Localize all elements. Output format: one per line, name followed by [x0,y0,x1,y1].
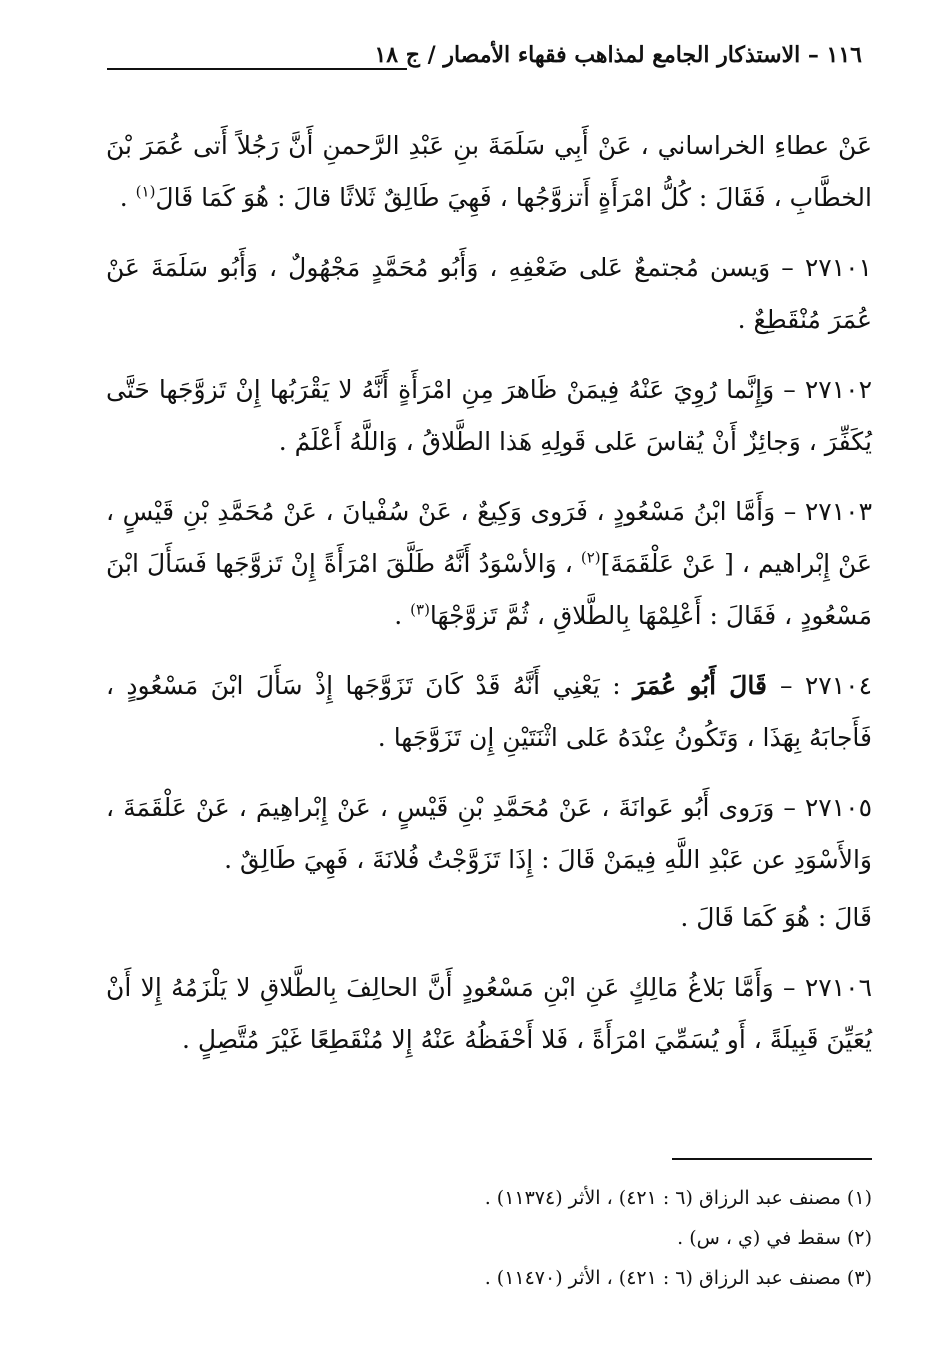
paragraph-text: قَالَ : هُوَ كَمَا قَالَ . [680,903,872,932]
paragraph-text: وَإِنَّما رُوِيَ عَنْهُ فِيمَنْ ظَاهرَ مِنِ امْرَأَةٍ أَنَّهُ لا يَقْرَبُها إِنْ تَزوَّجَها حَتَّى يُكَفِّرَ ، وَجائِزٌ أَنْ يُقاسَ عَلى قَولِهِ هَذا الطَّلاقُ ، وَاللَّهُ أَعْلَمُ . [106,375,872,456]
paragraph-text-cont: ، وَالأسْوَدُ أَنَّهُ طَلَّقَ امْرَأَةً إِنْ تَزوَّجَها فَسَأَلَ ابْنَ مَسْعُودٍ ، فَقَالَ : أَعْلِمْهَا بِالطَّلاقِ ، ثُمَّ تَزوَّجْهَا [106,549,872,630]
paragraph-number: ٢٧١٠١ – [781,253,872,282]
footnote-3: (٣) مصنف عبد الرزاق (٦ : ٤٢١) ، الأثر (١١٤٧٠) . [484,1267,872,1289]
paragraph-27106 [106,962,872,1066]
paragraph-27104 [106,660,872,764]
footnote-ref-1[interactable]: (١) [135,182,156,201]
main-text [106,120,872,1084]
paragraph-text: وَأَمَّا بَلاغُ مَالِكٍ عَنِ ابْنِ مَسْعُودٍ أَنَّ الحالِفَ بِالطَّلاقِ لا يَلْزَمُهُ إِلا أَنْ يُعَيِّنَ قَبِيلَةً ، أَو يُسَمِّيَ امْرَأَةً ، فَلا أَحْفَظُهُ عَنْهُ إِلا مُنْقَطِعًا غَيْرَ مُتَّصِلٍ . [106,973,872,1054]
footnote-2: (٢) سقط في (ي ، س) . [677,1227,872,1249]
footnote-ref-2[interactable]: (٢) [580,548,601,567]
speaker-phrase: قَالَ أَبُو عُمَرَ [632,671,781,700]
paragraph-27101 [106,242,872,346]
paragraph-end: . [394,601,411,630]
paragraph-text: وَرَوى أَبُو عَوانَةَ ، عَنْ مُحَمَّدِ بْنِ قَيْسٍ ، عَنْ إِبْراهِيمَ ، عَنْ عَلْقَمَةَ ، وَالأَسْوَدِ عن عَبْدِ اللَّهِ فِيمَنْ قَالَ : إِذَا تَزَوَّجْتُ فُلانَةَ ، فَهِيَ طَالِقٌ . [106,793,872,874]
paragraph-intro [106,120,872,224]
paragraph-27103 [106,486,872,642]
paragraph-qala [106,892,872,944]
paragraph-text: وَيسن مُجتمعٌ عَلى ضَعْفِهِ ، وَأَبُو مُحَمَّدٍ مَجْهُولٌ ، وَأَبُو سَلَمَةَ عَنْ عُمَرَ مُنْقَطِعٌ . [106,253,872,334]
header-rule [107,68,407,70]
running-head [82,40,862,80]
paragraph-number: ٢٧١٠٤ – [780,671,873,700]
paragraph-text: وَأَمَّا ابْنُ مَسْعُودٍ ، فَرَوى وَكِيعٌ ، عَنْ سُفْيانَ ، عَنْ مُحَمَّدِ بْنِ قَيْسٍ ، عَنْ إِبْراهيم ، [ عَنْ عَلْقَمَةَ] [106,497,872,578]
footnote-1: (١) مصنف عبد الرزاق (٦ : ٤٢١) ، الأثر (١١٣٧٤) . [484,1187,872,1209]
paragraph-27105 [106,782,872,886]
paragraph-27102 [106,364,872,468]
paragraph-number: ٢٧١٠٣ – [783,497,872,526]
paragraph-text: : يَعْنِي أَنَّهُ قَدْ كَانَ تَزَوَّجَها إِذْ سَأَلَ ابْنَ مَسْعُودٍ ، فَأَجابَهُ بِهَذَا ، وَتَكُونُ عِنْدَهُ عَلى اثْنَتَيْنِ إِن تَزَوَّجَها . [106,671,872,752]
footnote-rule [672,1158,872,1160]
paragraph-number: ٢٧١٠٦ – [783,973,872,1002]
footnote-ref-3[interactable]: (٣) [410,600,430,619]
footnotes [106,1180,872,1300]
paragraph-end: . [119,183,136,212]
running-head-title: ١١٦ – الاستذكار الجامع لمذاهب فقهاء الأمصار / ج ١٨ [374,42,862,68]
paragraph-text: عَنْ عطاءِ الخراساني ، عَنْ أَبِي سَلَمَةَ بنِ عَبْدِ الرَّحمنِ أَنَّ رَجُلاً أَتى عُمَرَ بْنَ الخطَّابِ ، فَقَالَ : كُلُّ امْرَأَةٍ أَتزوَّجُها ، فَهِيَ طَالِقٌ ثَلاثًا قالَ : هُوَ كَمَا قَالَ [106,131,872,212]
paragraph-number: ٢٧١٠٥ – [783,793,873,822]
paragraph-number: ٢٧١٠٢ – [783,375,872,404]
